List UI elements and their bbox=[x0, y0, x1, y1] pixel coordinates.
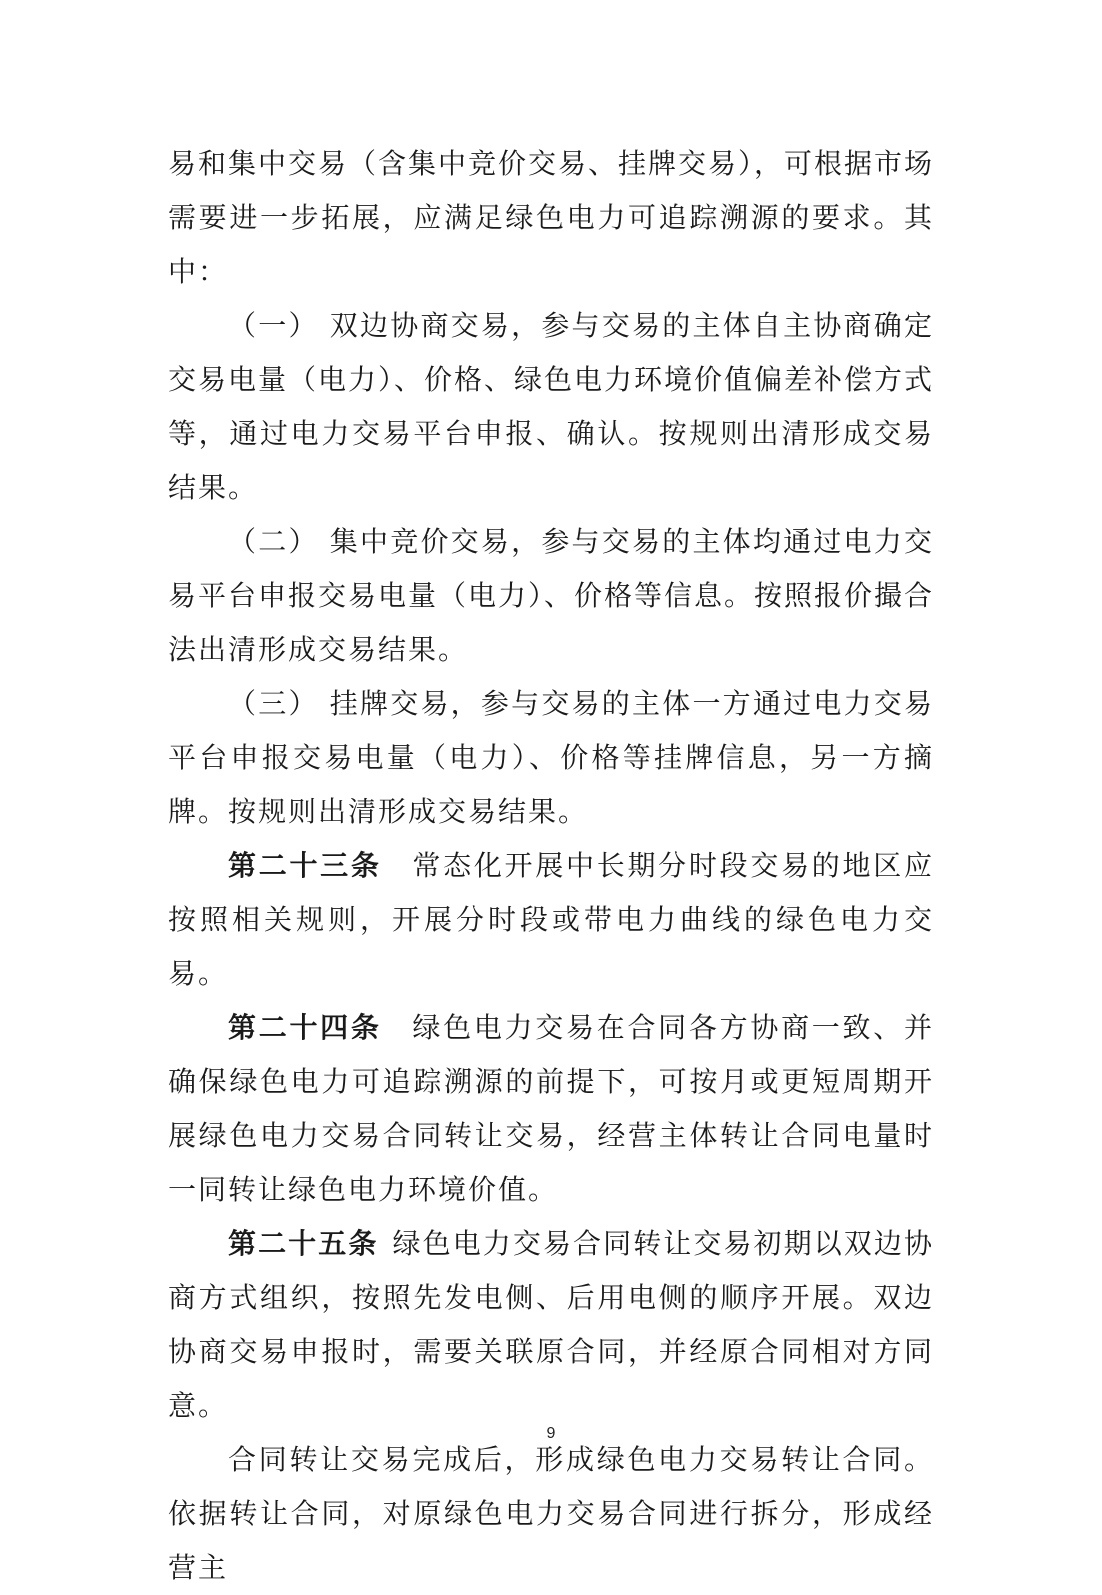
article-23-text: 常态化开展中长期分时段交易的地区应按照相关规则，开展分时段或带电力曲线的绿色电力交易。 bbox=[168, 849, 934, 990]
paragraph-closing: 合同转让交易完成后，形成绿色电力交易转让合同。依据转让合同，对原绿色电力交易合同进行拆分，形成经营主 bbox=[168, 1443, 934, 1584]
article-25 bbox=[168, 1217, 934, 1433]
article-23 bbox=[168, 839, 934, 1001]
article-25-number: 第二十五条 bbox=[228, 1227, 379, 1260]
paragraph-item-2-centralized-bidding: （二） 集中竞价交易，参与交易的主体均通过电力交易平台申报交易电量（电力）、价格等信息。按照报价撮合法出清形成交易结果。 bbox=[168, 525, 935, 666]
paragraph-item-3-listing: （三） 挂牌交易，参与交易的主体一方通过电力交易平台申报交易电量（电力）、价格等挂牌信息，另一方摘牌。按规则出清形成交易结果。 bbox=[168, 687, 934, 828]
article-24 bbox=[168, 1001, 934, 1217]
paragraph-continuation: 易和集中交易（含集中竞价交易、挂牌交易），可根据市场需要进一步拓展，应满足绿色电力可追踪溯源的要求。其中： bbox=[168, 147, 935, 288]
article-24-number: 第二十四条 bbox=[228, 1011, 382, 1044]
paragraph-item-1-bilateral: （一） 双边协商交易，参与交易的主体自主协商确定交易电量（电力）、价格、绿色电力环境价值偏差补偿方式等，通过电力交易平台申报、确认。按规则出清形成交易结果。 bbox=[168, 309, 935, 504]
article-24-text: 绿色电力交易在合同各方协商一致、并确保绿色电力可追踪溯源的前提下，可按月或更短周期开展绿色电力交易合同转让交易，经营主体转让合同电量时一同转让绿色电力环境价值。 bbox=[168, 1011, 934, 1206]
document-body bbox=[168, 137, 934, 1595]
article-25-text: 绿色电力交易合同转让交易初期以双边协商方式组织，按照先发电侧、后用电侧的顺序开展。双边协商交易申报时，需要关联原合同，并经原合同相对方同意。 bbox=[168, 1227, 934, 1422]
page-number: 9 bbox=[546, 1425, 556, 1442]
article-23-number: 第二十三条 bbox=[228, 849, 382, 882]
